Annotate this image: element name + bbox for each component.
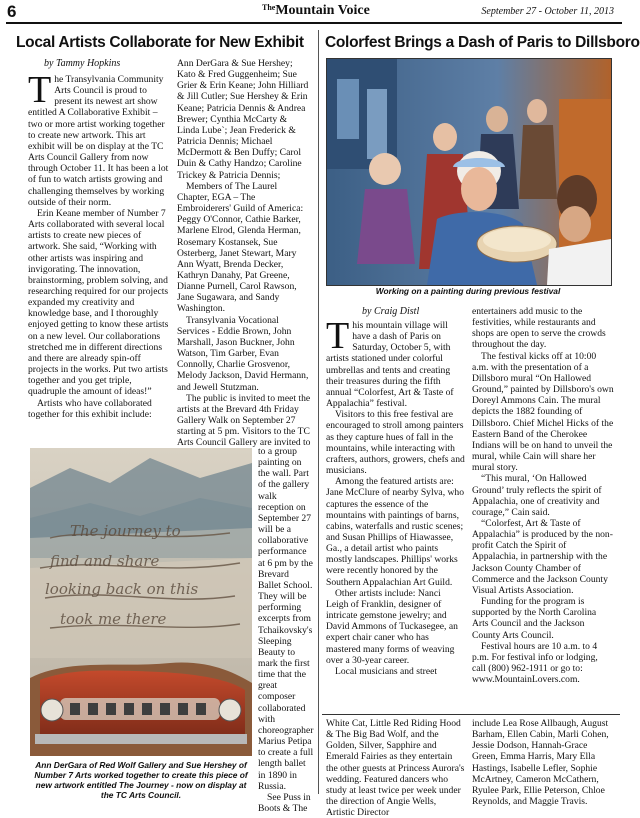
right-col2-para-5: Funding for the program is supported by the North Carolina Arts Council and the Jackson County Arts Council. [472,596,597,641]
artwork-script-line-1: The journey to [70,522,181,540]
publication-title: Mountain Voice [275,3,370,18]
right-col1-para-3: Among the featured artists are: Jane McClure of nearby Sylva, who captures the essence of the mountains with paintings of barns, cabins, waterfalls and rustic scenes; and Susan Phillips of Hiawassee, Ga., a detail artist who paints mostly landscapes. Phillips' works were recently honored by the Southern Appalachian Art Guild. [326,476,465,588]
artwork-script-line-3: looking back on this [45,580,199,598]
journey-artwork-image [30,448,252,756]
left-col2-para-2: Members of The Laurel Chapter, EGA – The Embroiderers' Guild of America: Peggy O'Connor, Cathie Barker, Marlene Elrod, Glenda Herman, Rosemary Kostansek, Sue Osterberg, Janet Stewart, Mary Ann Wyatt, Brenda Decker, Kathryn Danahy, Pat Greene, Dianne Purnell, Carol Rawson, Jane Sugawara, and Sandy Washington. [177,180,304,315]
left-col2-para-1: Ann DerGara & Sue Hershey; Kato & Fred Guggenheim; Sue Grier & Erin Keane; John Hilliard & Jill Cutler; Sue Hershey & Erin Keane; Patricia Dennis & Andrea Brewer; Cynthia McCarty & Linda Lube`; Jean Frederick & Patricia Dennis; Michael McDermott & Ben Duffy; Carol Duin & Cathy Handzo; Caroline Trickey & Patricia Dennis; [177,58,309,181]
right-col2-para-3: “This mural, ‘On Hallowed Ground’ truly reflects the spirit of Appalachia, one of creativity and courage,” Cain said. [472,473,602,518]
header-rule [6,22,622,24]
publication-prefix: The [262,3,276,12]
artwork-script-line-4: took me there [60,610,167,628]
right-col2-para-1: entertainers add music to the festivities, while restaurants and shops are open to serve the crowds throughout the day. [472,306,606,351]
left-col2-para-3: Transylvania Vocational Services - Eddie Brown, John Marshall, Jason Buckner, John Watson, Tim Garber, Evan Connolly, Charlie Grosvenor, Melody Jackson, David Hermann, and Jewell Stutzman. [177,314,309,393]
left-article-column-2 [177,58,311,449]
festival-photo-caption: Working on a painting during previous festival [375,286,561,296]
left-byline: by Tammy Hopkins [44,58,121,69]
right-col1-para-2: Visitors to this free festival are encouraged to stroll among painters as they capture hues of fall in the mountains, while interacting with crafters, authors, growers, chefs and musicians. [326,409,465,477]
right-dropcap: T [326,315,350,357]
journey-photo-caption: Ann DerGara of Red Wolf Gallery and Sue Hershey of Number 7 Arts worked together to create this piece of new artwork entitled The Journey - now on display at the TC Arts Council. [34,760,248,800]
right-col1-para-1: his mountain village will have a dash of Paris on Saturday, October 5, with artists stationed under colorful umbrellas and tents and creating their treasures during the fifth annual “Colorfest, Art & Taste of Appalachia” festival. [326,320,454,410]
right-headline: Colorfest Brings a Dash of Paris to Dillsboro [325,34,640,51]
left-dropcap: T [28,69,52,111]
left-headline: Local Artists Collaborate for New Exhibit [16,34,304,51]
right-article-column-2 [472,306,614,712]
journey-artwork-photo [30,448,252,756]
left-col2-para-4: The public is invited to meet the artists at the Brevard 4th Friday Gallery Walk on September 27 starting at 5 pm. Visitors to the TC Arts Council Gallery are invited to [177,392,311,449]
festival-painting-image [327,59,611,285]
left-narrow-para-2: See Puss in Boots & The [258,791,311,814]
left-narrow-para-1: to a group painting on the wall. Part of the gallery walk reception on September 27 will be a collaborative performance at 6 pm by the Brevard Ballet School. They will be performing excerpts from Tchaikovsky's Sleeping Beauty to mark the first time that the great composer collaborated with choreographer Marius Petipa to create a full length ballet in 1890 in Russia. [258,446,314,792]
right-byline: by Craig Distl [362,306,420,317]
bottom-separator [322,714,620,715]
ballet-continued-text-1: White Cat, Little Red Riding Hood & The Big Bad Wolf, and the Golden, Silver, Sapphire and Emerald Fairies as they entertain the other guests at Princess Aurora's wedding. Featured dancers who study at least twice per week under the direction of Angie Wells, Artistic Director [326,718,465,818]
page-number: 6 [7,2,17,21]
artwork-script-line-2: find and share [50,552,160,570]
left-col1-para-2: Erin Keane member of Number 7 Arts collaborated with several local artists to create new pieces of artwork. She said, “Working with other artists was inspiring and invigorating. The innovation, brainstorming, problem solving, and researching required for our projects expanded my creativity and knowledge base, and I thoroughly enjoyed getting to know these artists on a new level. Our collaborations stretched me in different directions and there are already spin-off projects in the works. Put two artists together and you get triple, quadruple the amount of ideas!” [28,207,169,398]
ballet-continued-text-2: include Lea Rose Allbaugh, August Barham, Ellen Cabin, Marli Cohen, Jessie Dodson, Hannah-Grace Green, Emma Harris, Mary Ella Hastings, Isabelle Lefler, Sophie McArtney, Cameron McCathern, Ryulee Park, Ellie Peterson, Chloe Reynolds, and Maggie Travis. [472,718,609,808]
right-col2-para-4: “Colorfest, Art & Taste of Appalachia” is produced by the non-profit Catch the Spirit of Appalachia, in partnership with the Jackson County Chamber of Commerce and the Jackson County Visual Artists Association. [472,517,613,596]
column-divider [318,30,319,794]
left-article-column-1 [28,69,172,446]
right-col2-para-6: Festival hours are 10 a.m. to 4 p.m. For festival info or lodging, call (800) 962-1911 or go to: www.MountainLovers.com. [472,640,598,686]
right-col2-para-2: The festival kicks off at 10:00 a.m. with the presentation of a Dillsboro mural “On Hallowed Ground,” painted by Dillsboro's own Doreyl Ammons Cain. The mural depicts the 1882 founding of Dillsboro. Chief Michel Hicks of the Eastern Band of the Cherokee Indians will be on hand to unveil the mural, while Cain will share her mural story. [472,350,614,474]
festival-painting-photo [326,58,612,286]
issue-date: September 27 - October 11, 2013 [481,6,614,17]
ballet-continued-column-2 [472,718,614,808]
right-col1-para-4: Other artists include: Nanci Leigh of Franklin, designer of intricate gemstone jewelry; and David Ammons of Tuckasegee, an expert chair caner who has mastered many forms of weaving over a 30-year career. [326,587,458,666]
ballet-continued-column-1 [326,718,465,818]
left-col1-para-3: Artists who have collaborated together for this exhibit include: [28,397,152,420]
left-article-narrow-column [258,446,314,814]
right-col1-para-5: Local musicians and street [335,665,438,677]
left-col1-para-1: he Transylvania Community Arts Council is proud to present its newest art show entitled A Collaborative Exhibit – two or more artist working together to create new artwork. This art exhibit will be on display at the TC Arts Council Gallery from now through October 11. It has been a lot of fun to watch artists growing and challenging themselves by working outside of their norm. [28,74,169,208]
right-article-column-1 [326,315,465,712]
publication-name [262,3,370,19]
